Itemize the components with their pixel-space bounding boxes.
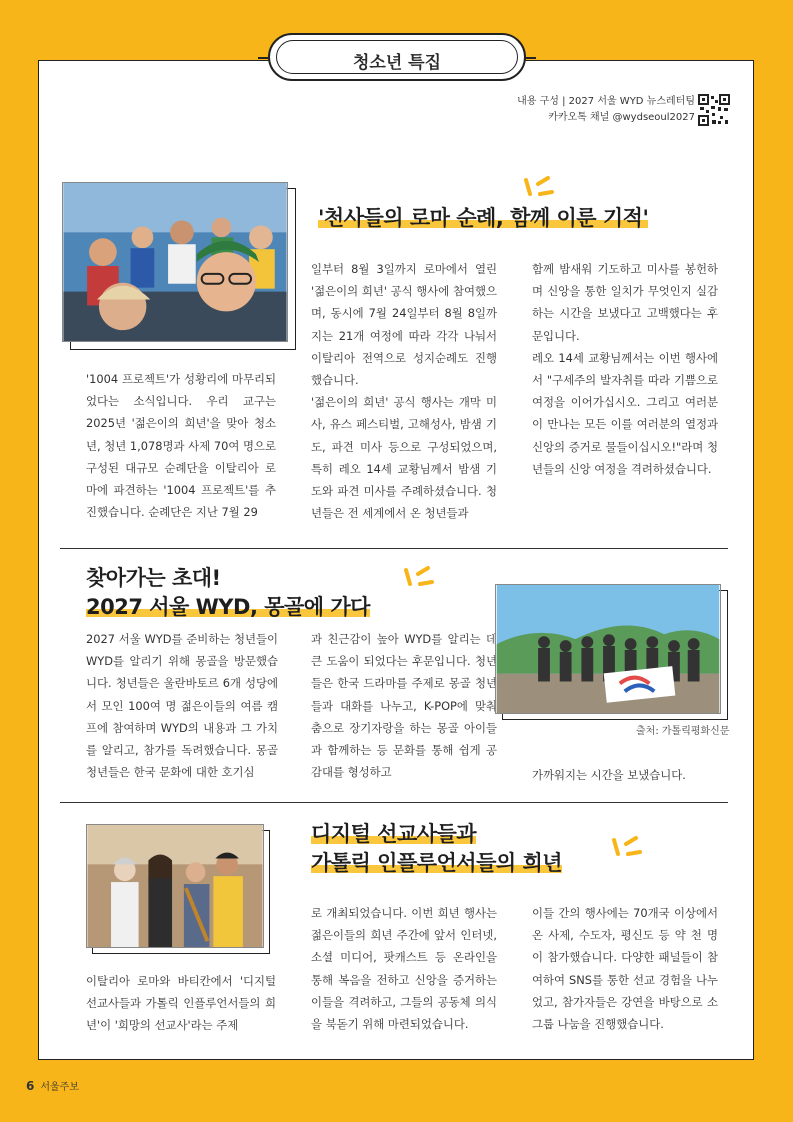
article-1-column-2: 일부터 8월 3일까지 로마에서 열린 '젊은이의 희년' 공식 행사에 참여했으며, 동시에 7월 24일부터 8월 8일까지는 21개 여정에 따라 각각 나눠서 이탈리아 전역으로 성지순례도 진행했습니다. '젊은이의 희년' 공식 행사는 개막 미사, 유스 페스티벌, 고해성사, 밤샘 기도, 파견 미사 등으로 구성되었으며, 특히 레오 14세 교황님께서 밤샘 기도와 파견 미사를 주례하셨습니다. 청년들은 전 세계에서 온 청년들과: [311, 262, 497, 521]
article-3-headline: [311, 820, 562, 878]
section-title-pill: [268, 33, 526, 81]
rome-pilgrimage-photo: [62, 182, 288, 342]
article-2-column-1: 2027 서울 WYD를 준비하는 청년들이 WYD를 알리기 위해 몽골을 방문했습니다. 청년들은 울란바토르 6개 성당에서 모인 100여 명 젊은이들의 여름 캠프에 참여하며 WYD의 내용과 그 가치를 알리고, 참가를 독려했습니다. 몽골 청년들은 한국 문화에 대한 호기심: [86, 632, 278, 780]
article-2-headline-line-1: 찾아가는 초대!: [86, 566, 221, 590]
digital-missionaries-photo: [86, 824, 264, 948]
credit-block: [517, 94, 695, 126]
article-3-column-2: 로 개최되었습니다. 이번 희년 행사는 젊은이들의 희년 주간에 앞서 인터넷, 소셜 미디어, 팟캐스트 등 온라인을 통해 복음을 전하고 신앙을 증거하는 이들을 격려하고, 그들의 공동체 의식을 북돋기 위해 마련되었습니다.: [311, 906, 497, 1032]
spark-decoration-icon: [400, 566, 436, 596]
article-2-headline: [86, 564, 370, 622]
page-footer: [26, 1078, 79, 1093]
article-2-column-3: 가까워지는 시간을 보냈습니다.: [532, 768, 686, 782]
section-title: 청소년 특집: [352, 53, 442, 73]
mongolia-group-photo: [495, 584, 721, 714]
article-3-headline-line-2: 가톨릭 인플루언서들의 희년: [311, 851, 563, 875]
article-1-column-1: '1004 프로젝트'가 성황리에 마무리되었다는 소식입니다. 우리 교구는 2025년 '젊은이의 희년'을 맞아 청소년, 청년 1,078명과 사제 70여 명으로 구성된 대규모 순례단을 이탈리아 로마에 파견하는 '1004 프로젝트'를 추진했습니다. 순례단은 지난 7월 29: [86, 372, 276, 520]
spark-decoration-icon: [608, 836, 644, 866]
section-divider-1: [60, 548, 728, 549]
article-2-column-2: 과 친근감이 높아 WYD를 알리는 데 큰 도움이 되었다는 후문입니다. 청년들은 한국 드라마를 주제로 몽골 청년들과 대화를 나누고, K-POP에 맞춰 춤으로 장기자랑을 하는 몽골 아이들과 함께하는 등 문화를 통해 쉽게 공감대를 형성하고: [311, 632, 497, 780]
page-number: 6: [26, 1079, 35, 1093]
article-1-headline: '천사들의 로마 순례, 함께 이룬 기적': [318, 206, 649, 230]
article-3-column-1: 이탈리아 로마와 바티칸에서 '디지털 선교사들과 가톨릭 인플루언서들의 희년'이 '희망의 선교사'라는 주제: [86, 974, 276, 1033]
article-2-headline-line-2: 2027 서울 WYD, 몽골에 가다: [86, 595, 370, 619]
section-divider-2: [60, 802, 728, 803]
article-3-column-3: 이들 간의 행사에는 70개국 이상에서 온 사제, 수도자, 평신도 등 약 천 명이 참가했습니다. 다양한 패널들이 참여하여 SNS를 통한 선교 경험을 나누었고, 참가자들은 강연을 바탕으로 소그룹 나눔을 진행했습니다.: [532, 906, 718, 1032]
credit-line-2: 카카오톡 채널 @wydseoul2027: [548, 112, 695, 123]
photo-caption: 출처: 가톨릭평화신문: [636, 726, 730, 737]
publication-name: 서울주보: [40, 1082, 79, 1093]
article-3-headline-line-1: 디지털 선교사들과: [311, 822, 477, 846]
article-1-column-3: 함께 밤새워 기도하고 미사를 봉헌하며 신앙을 통한 일치가 무엇인지 실감하는 시간을 보냈다고 고백했다는 후문입니다. 레오 14세 교황님께서는 이번 행사에서 "구세주의 발자취를 따라 기쁨으로 여정을 이어가십시오. 그리고 여러분이 만나는 모든 이를 여러분의 열정과 신앙의 증거로 물들이십시오!"라며 청년들의 신앙 여정을 격려하셨습니다.: [532, 262, 718, 476]
qr-code-icon[interactable]: [698, 94, 730, 126]
credit-line-1: 내용 구성 | 2027 서울 WYD 뉴스레터팀: [517, 96, 695, 107]
